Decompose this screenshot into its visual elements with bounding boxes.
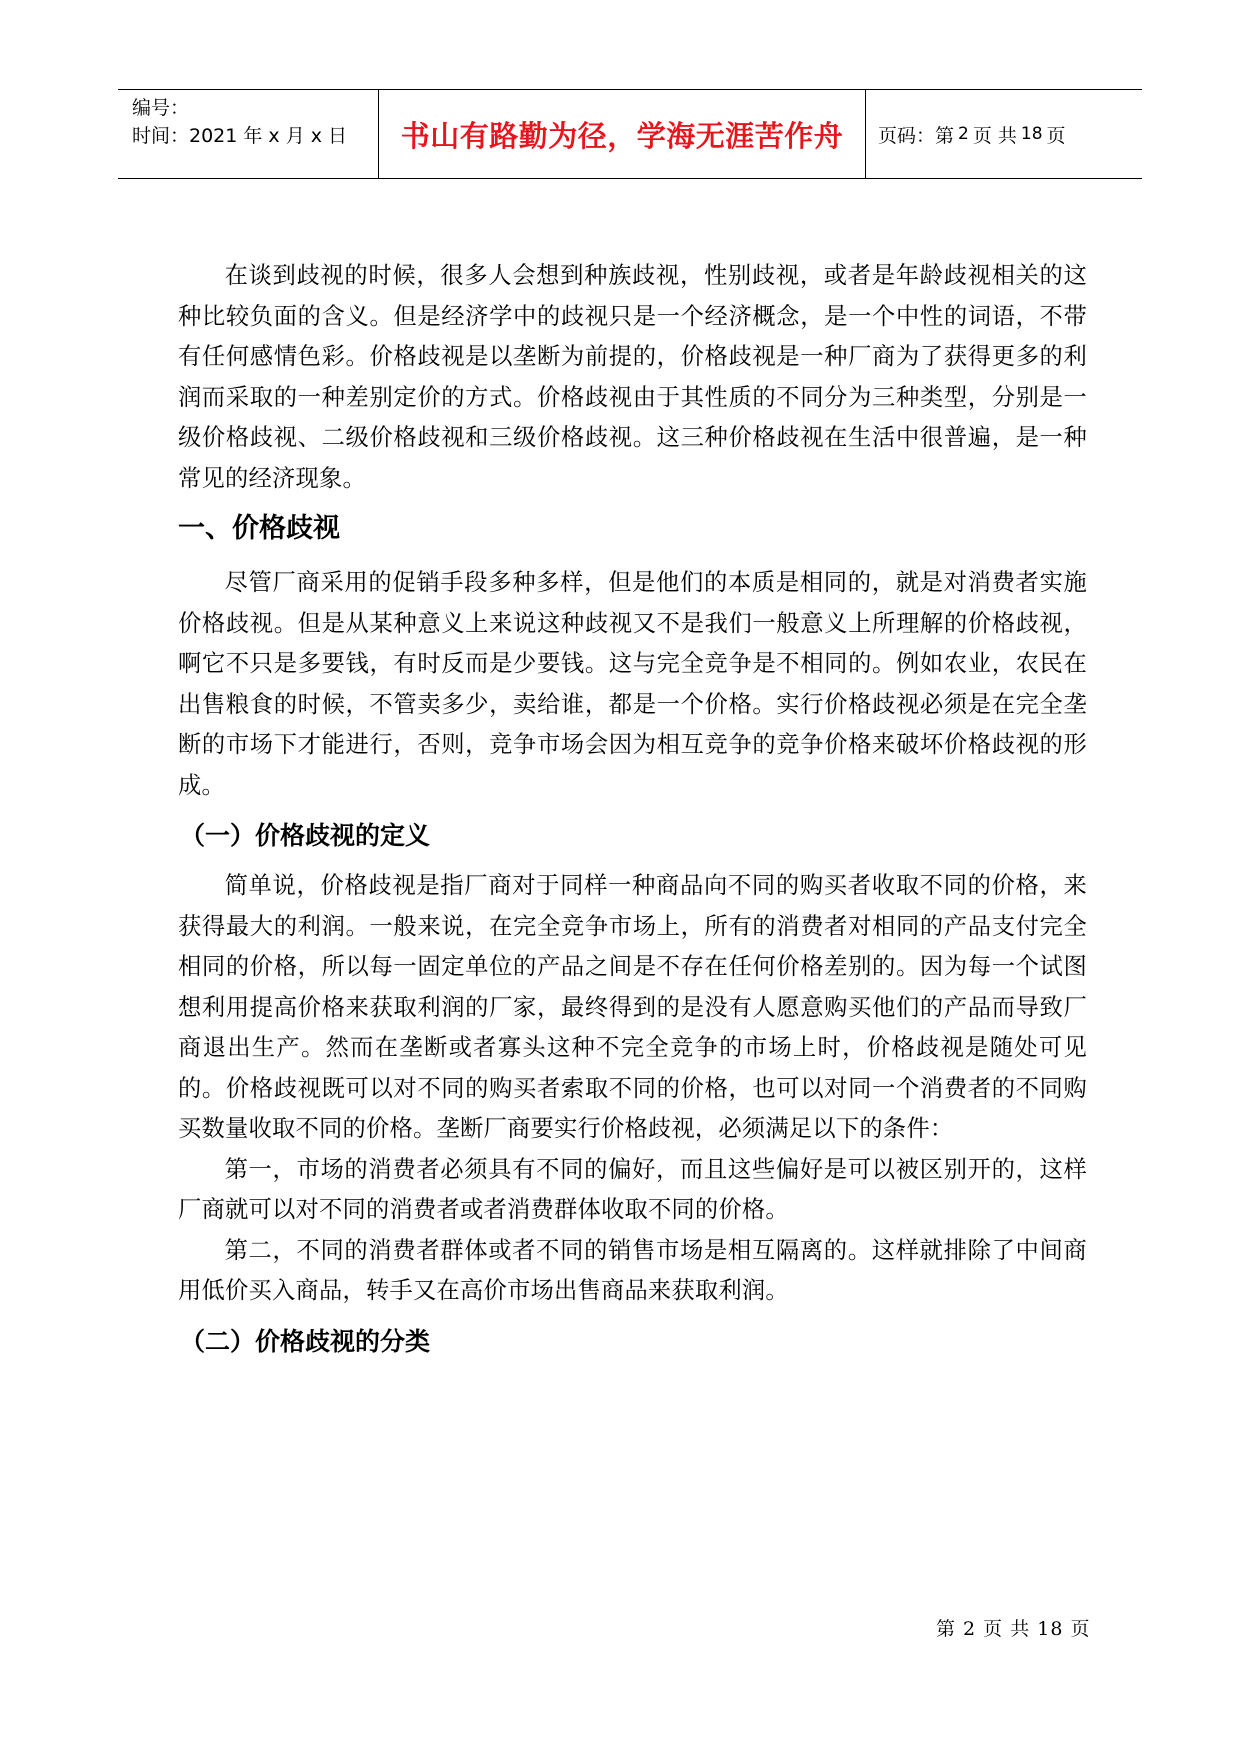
page-header (118, 89, 1142, 179)
definition-paragraph: 简单说，价格歧视是指厂商对于同样一种商品向不同的购买者收取不同的价格，来获得最大的利润。一般来说，在完全竞争市场上，所有的消费者对相同的产品支付完全相同的价格，所以每一固定单位的产品之间是不存在任何价格差别的。因为每一个试图想利用提高价格来获取利润的厂家，最终得到的是没有人愿意购买他们的产品而导致厂商退出生产。然而在垄断或者寡头这种不完全竞争的市场上时，价格歧视是随处可见的。价格歧视既可以对不同的购买者索取不同的价格，也可以对同一个消费者的不同购买数量收取不同的价格。垄断厂商要实行价格歧视，必须满足以下的条件： (178, 872, 1087, 1142)
section-heading-1: 一、价格歧视 (178, 513, 340, 544)
subsection-heading-2: （二）价格歧视的分类 (180, 1326, 431, 1356)
page-total: 18 (1020, 124, 1043, 144)
page-mid: 页 共 (972, 124, 1017, 147)
subsection-heading-1: （一）价格歧视的定义 (180, 821, 431, 850)
header-page-cell (866, 90, 1142, 178)
header-motto: 书山有路勤为径，学海无涯苦作舟 (400, 118, 844, 153)
document-number-label: 编号： (132, 97, 190, 119)
page-suffix: 页 (1046, 124, 1066, 147)
document-body (178, 256, 1087, 1372)
header-motto-cell (379, 90, 866, 178)
condition-1-paragraph: 第一，市场的消费者必须具有不同的偏好，而且这些偏好是可以被区别开的，这样厂商就可以对不同的消费者或者消费群体收取不同的价格。 (178, 1155, 1087, 1223)
section-1-paragraph: 尽管厂商采用的促销手段多种多样，但是他们的本质是相同的，就是对消费者实施价格歧视。但是从某种意义上来说这种歧视又不是我们一般意义上所理解的价格歧视，啊它不只是多要钱，有时反而是少要钱。这与完全竞争是不相同的。例如农业，农民在出售粮食的时候，不管卖多少，卖给谁，都是一个价格。实行价格歧视必须是在完全垄断的市场下才能进行，否则，竞争市场会因为相互竞争的竞争价格来破坏价格歧视的形成。 (178, 569, 1087, 799)
page-prefix: 页码：第 (878, 124, 955, 147)
condition-2-paragraph: 第二，不同的消费者群体或者不同的销售市场是相互隔离的。这样就排除了中间商用低价买入商品，转手又在高价市场出售商品来获取利润。 (178, 1236, 1087, 1304)
intro-paragraph: 在谈到歧视的时候，很多人会想到种族歧视，性别歧视，或者是年龄歧视相关的这种比较负面的含义。但是经济学中的歧视只是一个经济概念，是一个中性的词语，不带有任何感情色彩。价格歧视是以垄断为前提的，价格歧视是一种厂商为了获得更多的利润而采取的一种差别定价的方式。价格歧视由于其性质的不同分为三种类型，分别是一级价格歧视、二级价格歧视和三级价格歧视。这三种价格歧视在生活中很普遍，是一种常见的经济现象。 (178, 262, 1087, 492)
page-footer: 第 2 页 共 18 页 (936, 1618, 1091, 1640)
header-meta-cell (118, 90, 379, 178)
page-current: 2 (958, 124, 969, 144)
document-time-label: 时间：2021 年 x 月 x 日 (132, 125, 348, 147)
